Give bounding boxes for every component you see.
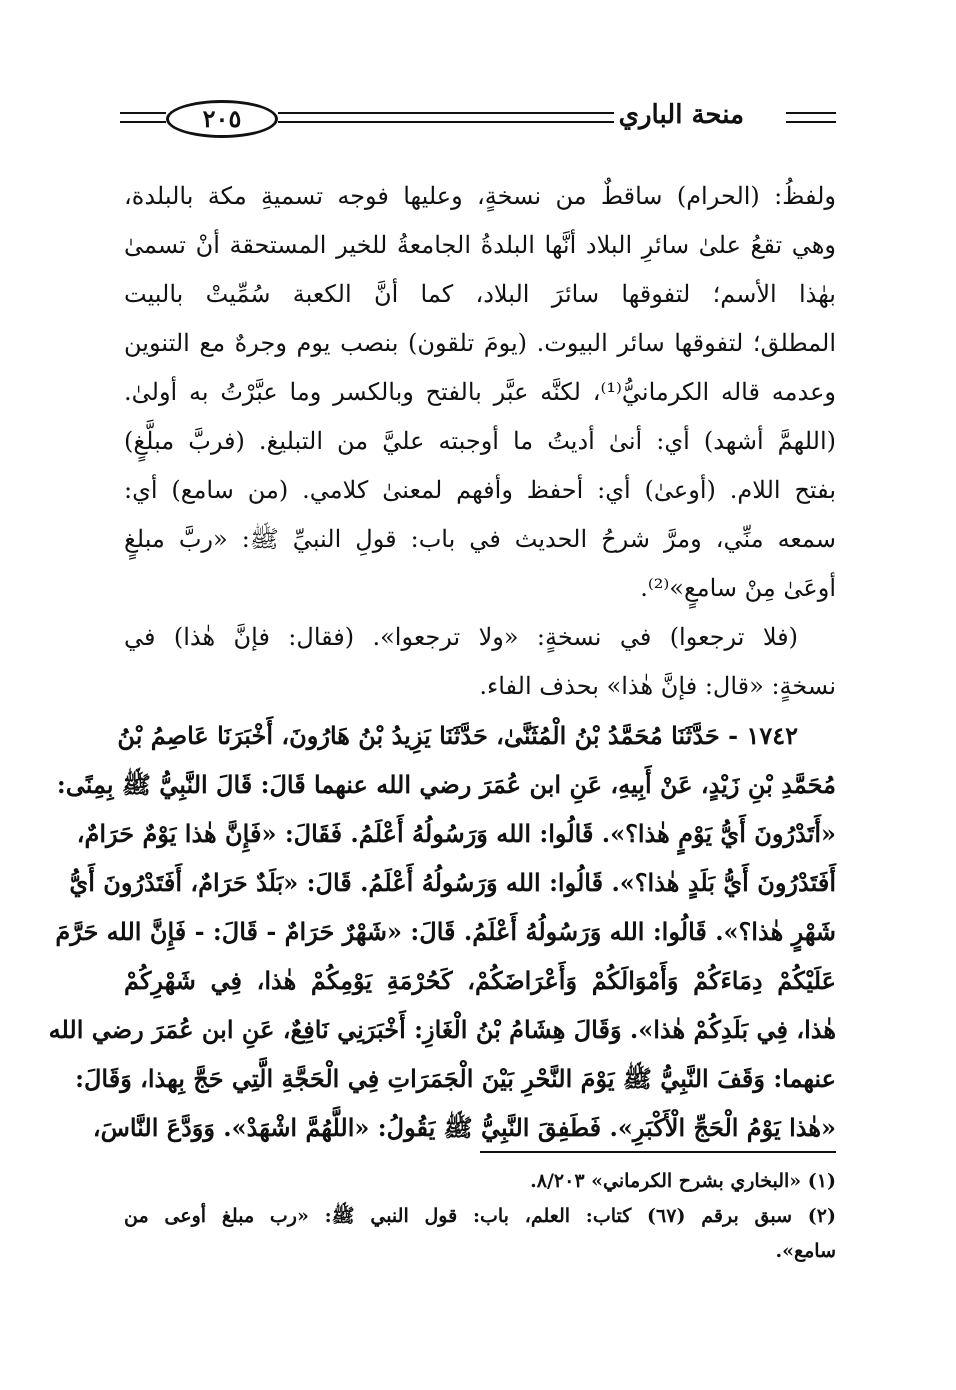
book-title: منحة الباري — [618, 100, 744, 130]
footnote-1: (١) «البخاري بشرح الكرماني» ٨/٢٠٣. — [530, 1170, 836, 1192]
header-rule-left-top — [120, 112, 166, 114]
hadith-line: أَفَتَدْرُونَ أَيُّ بَلَدٍ هٰذا؟». قَالُوا: الله وَرَسُولُهُ أَعْلَمُ. قَالَ: «بَلَدٌ حَرَامٌ، أَفَتَدْرُونَ أَيُّ — [69, 868, 836, 897]
text-line: (فلا ترجعوا) في نسخةٍ: «ولا ترجعوا». (فقال: فإنَّ هٰذا) في — [124, 623, 798, 651]
text-line: بفتح اللام. (أوعىٰ) أي: أحفظ وأفهم لمعنىٰ كلامي. (من سامع) أي: — [124, 476, 836, 504]
header-rule-left-bottom — [120, 121, 166, 123]
hadith-line: مُحَمَّدِ بْنِ زَيْدٍ، عَنْ أَبِيهِ، عَنِ ابن عُمَرَ رضي الله عنهما قَالَ: قَالَ النَّبِيُّ ﷺ بِمِنًى: — [56, 770, 836, 799]
footnotes — [124, 1164, 836, 1269]
commentary-paragraph-2 — [124, 613, 836, 711]
commentary-paragraph — [124, 172, 836, 613]
hadith-line: هٰذا، فِي بَلَدِكُمْ هٰذا». وَقَالَ هِشَامُ بْنُ الْغَازِ: أَخْبَرَنِي نَافِعٌ، عَنِ ابن عُمَرَ رضي الله — [48, 1015, 836, 1044]
hadith-text — [48, 711, 836, 1152]
text-line: سمعه منِّي، ومرَّ شرحُ الحديث في باب: قولِ النبيِّ ﷺ: «ربَّ مبلغٍ — [124, 525, 836, 553]
text-line: وعدمه قاله الكرمانيُّ⁽¹⁾، لكنَّه عبَّر بالفتح وبالكسر وما عبَّرْتُ به أولىٰ. — [124, 378, 836, 406]
footnote-2: (٢) سبق برقم (٦٧) كتاب: العلم، باب: قول النبي ﷺ: «رب مبلغ أوعى من — [124, 1205, 836, 1227]
hadith-line: «هٰذا يَوْمُ الْحَجِّ الْأَكْبَرِ». فَطَفِقَ النَّبِيُّ ﷺ يَقُولُ: «اللَّهُمَّ اشْهَدْ». وَوَدَّعَ النَّاسَ، — [92, 1113, 836, 1142]
hadith-line: عنهما: وَقَفَ النَّبِيُّ ﷺ يَوْمَ النَّحْرِ بَيْنَ الْجَمَرَاتِ فِي الْحَجَّةِ الَّتِي حَجَّ بِهذا، وَقَالَ: — [75, 1064, 836, 1093]
running-header — [120, 92, 836, 148]
hadith-line: عَلَيْكُمْ دِمَاءَكُمْ وَأَمْوَالَكُمْ وَأَعْرَاضَكُمْ، كَحُرْمَةِ يَوْمِكُمْ هٰذا، فِي شَهْرِكُمْ — [124, 966, 836, 995]
header-rule-right-bottom — [786, 121, 836, 123]
footnote-2-continuation: سامع». — [775, 1240, 836, 1262]
page-number-ornament — [166, 100, 278, 138]
text-line: وهي تقعُ علىٰ سائرِ البلاد أنَّها البلدةُ الجامعةُ للخير المستحقة أنْ تسمىٰ — [124, 231, 836, 259]
footnote-separator — [480, 1151, 836, 1153]
text-line: المطلق؛ لتفوقها سائر البيوت. (يومَ تلقون) بنصب يوم وجرهٌ مع التنوين — [124, 329, 836, 357]
hadith-line: «أَتَدْرُونَ أَيُّ يَوْمٍ هٰذا؟». قَالُوا: الله وَرَسُولُهُ أَعْلَمُ. فَقَالَ: «فَإِنَّ هٰذا يَوْمٌ حَرَامٌ، — [76, 819, 836, 848]
header-rule-middle-top — [278, 112, 614, 114]
page-number: ٢٠٥ — [202, 104, 242, 133]
header-rule-right-top — [786, 112, 836, 114]
header-rule-middle-bottom — [278, 121, 614, 123]
main-text — [48, 172, 836, 1152]
text-line: نسخةٍ: «قال: فإنَّ هٰذا» بحذف الفاء. — [479, 672, 836, 700]
hadith-line: شَهْرٍ هٰذا؟». قَالُوا: الله وَرَسُولُهُ أَعْلَمُ. قَالَ: «شَهْرٌ حَرَامٌ - قَالَ: - فَإِنَّ الله حَرَّمَ — [55, 917, 836, 946]
text-line: (اللهمَّ أشهد) أي: أنىٰ أديتُ ما أوجبته عليَّ من التبليغ. (فربَّ مبلَّغٍ) — [124, 427, 836, 455]
text-line: أوعَىٰ مِنْ سامعٍ»⁽²⁾. — [640, 574, 836, 602]
text-line: ولفظُ: (الحرام) ساقطٌ من نسخةٍ، وعليها فوجه تسميةِ مكة بالبلدة، — [124, 182, 836, 210]
text-line: بهٰذا الأسم؛ لتفوقها سائرَ البلاد، كما أنَّ الكعبة سُمِّيتْ بالبيت — [124, 280, 836, 308]
hadith-line: ١٧٤٢ - حَدَّثَنَا مُحَمَّدُ بْنُ الْمُثَنَّىٰ، حَدَّثَنَا يَزِيدُ بْنُ هَارُونَ، أَخْبَرَنَا عَاصِمُ بْنُ — [117, 721, 798, 750]
